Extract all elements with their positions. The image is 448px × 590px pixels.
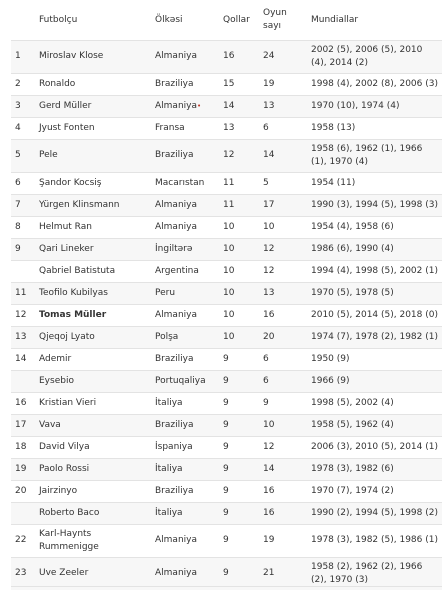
worldcups-cell: 1978 (3), 1982 (6): [311, 463, 394, 474]
goals-cell: 11: [223, 199, 235, 210]
player-cell: Qabriel Batistuta: [39, 265, 116, 276]
player-cell: Qari Lineker: [39, 243, 94, 254]
games-cell: 12: [263, 441, 275, 452]
table-row: [11, 502, 442, 524]
country-cell: Peru: [155, 287, 176, 298]
country-cell: Almaniya: [155, 51, 197, 61]
games-cell: 19: [263, 78, 275, 89]
rank-cell: 20: [15, 485, 27, 496]
goals-cell: 9: [223, 397, 229, 408]
worldcups-cell: 1970 (7), 1974 (2): [311, 485, 394, 496]
goals-cell: 15: [223, 78, 235, 89]
worldcups-cell: 1990 (3), 1994 (5), 1998 (3): [311, 199, 438, 210]
country-cell: Almaniya: [155, 568, 197, 579]
country-cell: Macarıstan: [155, 177, 205, 188]
rank-cell: 6: [15, 177, 21, 188]
player-cell: Gerd Müller: [39, 100, 92, 111]
table-row: [11, 480, 442, 502]
games-cell: 20: [263, 331, 275, 342]
table-header-row: [11, 0, 442, 40]
country-cell: Almaniya•: [155, 100, 202, 111]
goals-cell: 16: [223, 51, 235, 61]
country-cell: Polşa: [155, 331, 179, 342]
worldcups-cell: 1978 (3), 1982 (5), 1986 (1): [311, 535, 438, 545]
goals-cell: 10: [223, 309, 235, 320]
worldcups-cell: 1954 (11): [311, 177, 356, 188]
goals-cell: 10: [223, 287, 235, 298]
rank-cell: 12: [15, 309, 27, 320]
country-cell: Argentina: [155, 265, 199, 276]
worldcups-cell: 1958 (2), 1962 (2), 1966 (2), 1970 (3): [311, 561, 423, 585]
goals-cell: 9: [223, 485, 229, 496]
country-cell: Braziliya: [155, 150, 194, 160]
table-row: [11, 172, 442, 194]
table-row: [11, 392, 442, 414]
goals-cell: 11: [223, 177, 235, 188]
worldcups-cell: 1998 (5), 2002 (4): [311, 397, 394, 408]
worldcups-cell: 2002 (5), 2006 (5), 2010 (4), 2014 (2): [311, 44, 423, 68]
table-row: [11, 458, 442, 480]
games-cell: 14: [263, 150, 275, 160]
player-cell: Jairzinyo: [39, 485, 78, 496]
country-cell: Portuqaliya: [155, 375, 206, 386]
player-cell: Qjeqoj Lyato: [39, 331, 95, 342]
rank-cell: 18: [15, 441, 27, 452]
goals-cell: 9: [223, 419, 229, 430]
games-cell: 5: [263, 177, 269, 188]
goals-cell: 9: [223, 441, 229, 452]
rank-cell: 8: [15, 221, 21, 232]
table-row: [11, 370, 442, 392]
player-cell: Helmut Ran: [39, 221, 92, 232]
table-row: [11, 282, 442, 304]
goals-cell: 9: [223, 463, 229, 474]
games-cell: 6: [263, 353, 269, 364]
goals-cell: 14: [223, 100, 235, 111]
table-bottom-border: [11, 586, 442, 587]
player-cell: Jyust Fonten: [39, 122, 95, 133]
player-cell: Yürgen Klinsmann: [39, 199, 120, 210]
table-row: [11, 304, 442, 326]
country-cell: Braziliya: [155, 419, 194, 430]
country-cell: İtaliya: [155, 507, 183, 518]
worldcups-cell: 1994 (4), 1998 (5), 2002 (1): [311, 265, 438, 276]
country-cell: Braziliya: [155, 485, 194, 496]
rank-cell: 7: [15, 199, 21, 210]
worldcups-cell: 1970 (10), 1974 (4): [311, 100, 400, 111]
worldcups-cell: 1958 (13): [311, 122, 356, 133]
goals-cell: 9: [223, 535, 229, 545]
games-cell: 13: [263, 100, 275, 111]
table-row: [11, 95, 442, 117]
games-cell: 12: [263, 265, 275, 276]
country-cell: Almaniya: [155, 221, 197, 232]
rank-cell: 2: [15, 78, 21, 89]
player-cell: Kristian Vieri: [39, 397, 97, 408]
goals-cell: 10: [223, 331, 235, 342]
games-cell: 16: [263, 485, 275, 496]
worldcups-cell: 1966 (9): [311, 375, 350, 386]
player-cell: Tomas Müller: [39, 309, 107, 320]
goals-cell: 9: [223, 353, 229, 364]
table-row: [11, 326, 442, 348]
table-row: [11, 260, 442, 282]
table-row: [11, 73, 442, 95]
header-player: Futbolçu: [39, 14, 78, 25]
table-row: [11, 40, 442, 73]
games-cell: 17: [263, 199, 275, 210]
worldcups-cell: 1974 (7), 1978 (2), 1982 (1): [311, 331, 438, 342]
header-worldcups: Mundiallar: [311, 14, 359, 25]
country-cell: İspaniya: [155, 441, 193, 452]
player-cell: Teofilo Kubilyas: [39, 287, 108, 298]
player-cell: Şandor Kocsiş: [39, 177, 102, 188]
country-cell: Almaniya: [155, 535, 197, 545]
worldcups-cell: 2010 (5), 2014 (5), 2018 (0): [311, 309, 438, 320]
rank-cell: [11, 260, 35, 282]
header-country: Ölkəsi: [155, 14, 183, 25]
player-cell: Ronaldo: [39, 78, 76, 89]
header-rank: [11, 0, 35, 40]
rank-cell: 19: [15, 463, 27, 474]
games-cell: 24: [263, 51, 275, 61]
player-cell: Ademir: [39, 353, 72, 364]
worldcups-cell: 2006 (3), 2010 (5), 2014 (1): [311, 441, 438, 452]
player-cell: Miroslav Klose: [39, 51, 104, 61]
rank-cell: 3: [15, 100, 21, 111]
rank-cell: 5: [15, 150, 21, 160]
games-cell: 6: [263, 122, 269, 133]
games-cell: 12: [263, 243, 275, 254]
goals-cell: 12: [223, 150, 235, 160]
header-games: Oyun sayı: [263, 7, 287, 31]
worldcups-cell: 1958 (6), 1962 (1), 1966 (1), 1970 (4): [311, 143, 423, 167]
worldcups-cell: 1954 (4), 1958 (6): [311, 221, 394, 232]
games-cell: 16: [263, 507, 275, 518]
top-scorers-table: [11, 0, 442, 590]
games-cell: 14: [263, 463, 275, 474]
games-cell: 10: [263, 419, 275, 430]
worldcups-cell: 1998 (4), 2002 (8), 2006 (3): [311, 78, 438, 89]
worldcups-cell: 1970 (5), 1978 (5): [311, 287, 394, 298]
worldcups-cell: 1990 (2), 1994 (5), 1998 (2): [311, 507, 438, 518]
goals-cell: 10: [223, 265, 235, 276]
games-cell: 19: [263, 535, 275, 545]
games-cell: 16: [263, 309, 275, 320]
rank-cell: 14: [15, 353, 27, 364]
country-cell: Almaniya: [155, 199, 197, 210]
table-row: [11, 139, 442, 172]
rank-cell: 4: [15, 122, 21, 133]
rank-cell: 11: [15, 287, 27, 298]
country-cell: Fransa: [155, 122, 185, 133]
rank-cell: 16: [15, 397, 27, 408]
header-goals: Qollar: [223, 14, 250, 25]
rank-cell: 9: [15, 243, 21, 254]
goals-cell: 10: [223, 243, 235, 254]
worldcups-cell: 1986 (6), 1990 (4): [311, 243, 394, 254]
table-row: [11, 524, 442, 557]
table-row: [11, 216, 442, 238]
rank-cell: [11, 370, 35, 392]
country-cell: İtaliya: [155, 463, 183, 474]
games-cell: 9: [263, 397, 269, 408]
country-cell: Braziliya: [155, 353, 194, 364]
rank-cell: 23: [15, 568, 27, 579]
player-cell: David Vilya: [39, 441, 90, 452]
games-cell: 6: [263, 375, 269, 386]
table-row: [11, 238, 442, 260]
table-row: [11, 117, 442, 139]
games-cell: 13: [263, 287, 275, 298]
games-cell: 10: [263, 221, 275, 232]
goals-cell: 13: [223, 122, 235, 133]
rank-cell: 17: [15, 419, 27, 430]
player-cell: Pele: [39, 150, 58, 160]
country-cell: İngiltərə: [155, 243, 193, 254]
worldcups-cell: 1958 (5), 1962 (4): [311, 419, 394, 430]
games-cell: 21: [263, 568, 275, 579]
rank-cell: 1: [15, 51, 21, 61]
rank-cell: [11, 502, 35, 524]
table-row: [11, 436, 442, 458]
table-row: [11, 194, 442, 216]
goals-cell: 10: [223, 221, 235, 232]
player-cell: Roberto Baco: [39, 507, 100, 518]
table-row: [11, 348, 442, 370]
goals-cell: 9: [223, 507, 229, 518]
player-cell: Vava: [39, 419, 61, 430]
country-cell: Braziliya: [155, 78, 194, 89]
goals-cell: 9: [223, 375, 229, 386]
worldcups-cell: 1950 (9): [311, 353, 350, 364]
marker-dot-icon: •: [197, 101, 202, 110]
rank-cell: 22: [15, 535, 27, 545]
player-cell: Uve Zeeler: [39, 568, 89, 579]
rank-cell: 13: [15, 331, 27, 342]
table-row: [11, 414, 442, 436]
player-cell: Eysebio: [39, 375, 74, 386]
player-cell: Karl-Haynts Rummenigge: [39, 528, 99, 552]
goals-cell: 9: [223, 568, 229, 579]
country-cell: Almaniya: [155, 309, 197, 320]
country-cell: İtaliya: [155, 397, 183, 408]
player-cell: Paolo Rossi: [39, 463, 90, 474]
